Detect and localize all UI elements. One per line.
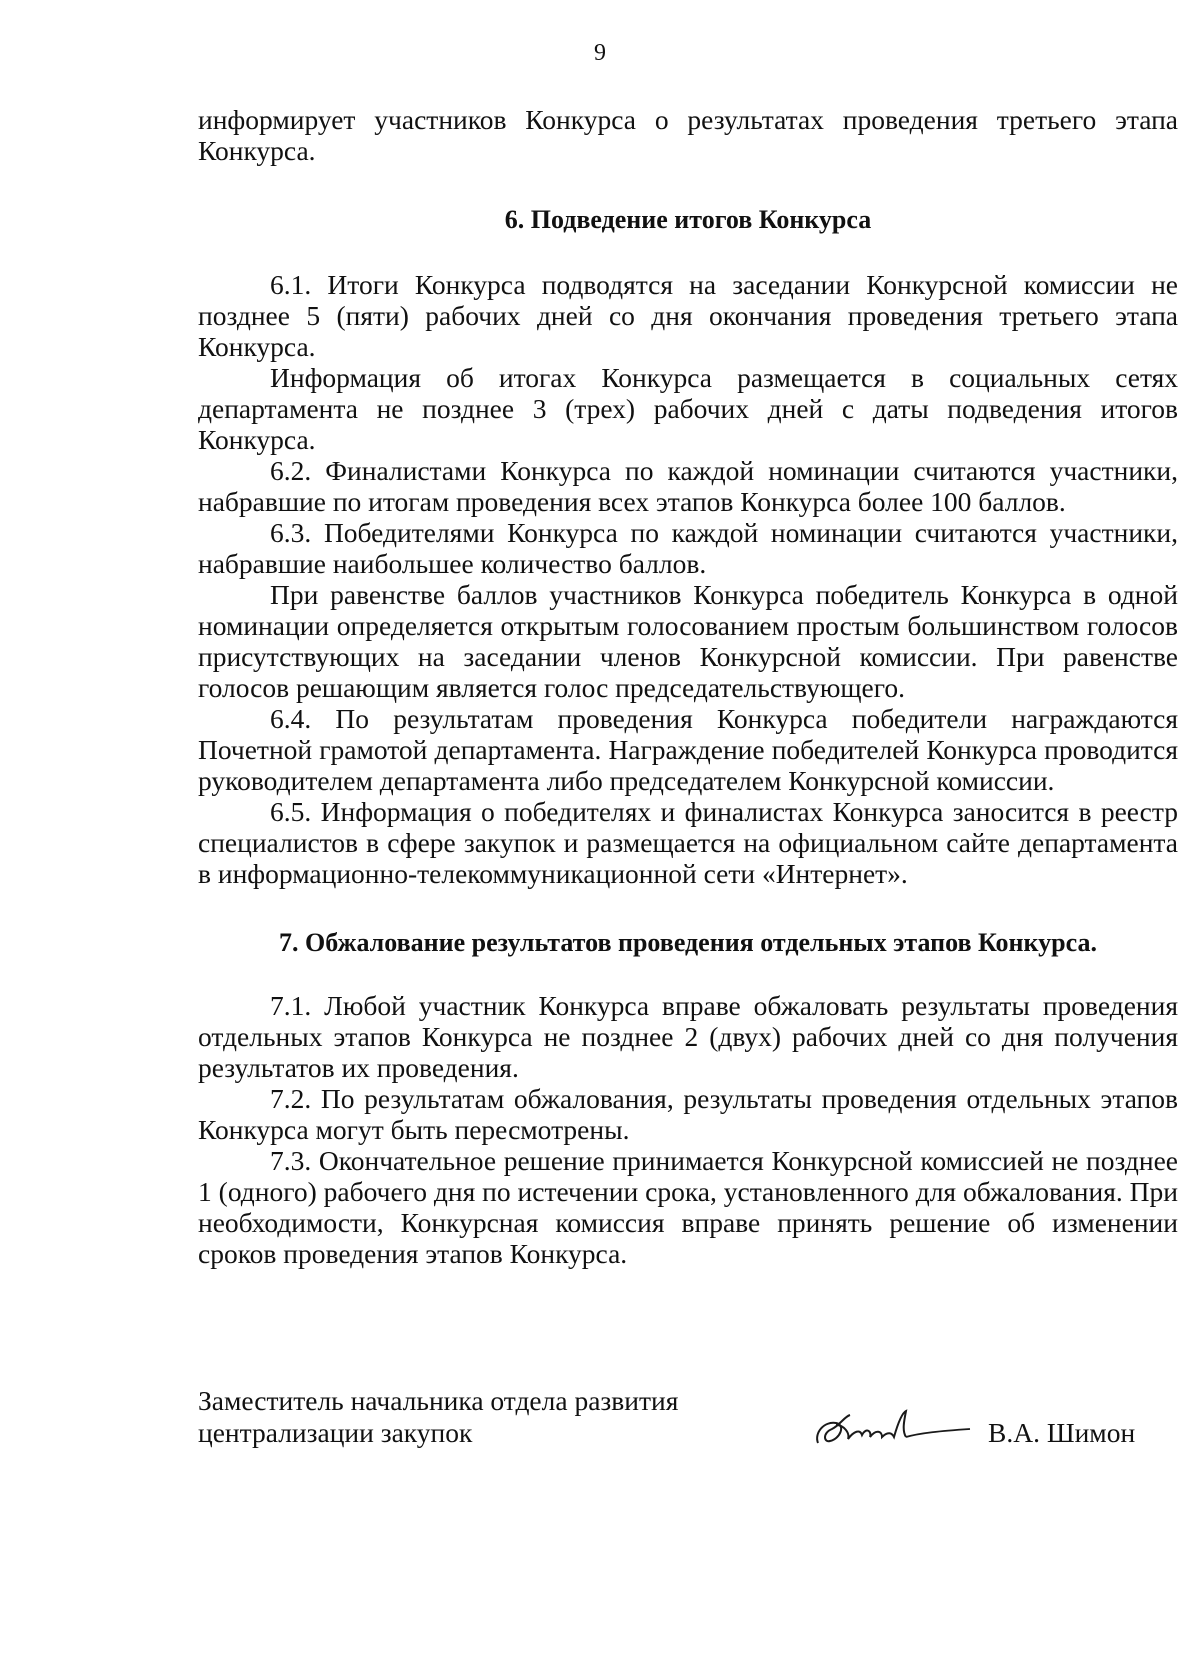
handwritten-signature-icon <box>810 1403 980 1455</box>
paragraph-6-5: 6.5. Информация о победителях и финалистах Конкурса заносится в реестр специалистов в сфере закупок и размещается на официальном сайте департамента в информационно-телекоммуникационной сети «Интернет». <box>198 796 1178 889</box>
paragraph-6-3-tie: При равенстве баллов участников Конкурса победитель Конкурса в одной номинации определяется открытым голосованием простым большинством голосов присутствующих на заседании членов Конкурсной комиссии. При равенстве голосов решающим является голос председательствующего. <box>198 579 1178 703</box>
paragraph-7-2: 7.2. По результатам обжалования, результаты проведения отдельных этапов Конкурса могут быть пересмотрены. <box>198 1083 1178 1145</box>
paragraph-7-1: 7.1. Любой участник Конкурса вправе обжаловать результаты проведения отдельных этапов Конкурса не позднее 2 (двух) рабочих дней со дня получения результатов их проведения. <box>198 990 1178 1083</box>
signatory-name: В.А. Шимон <box>988 1417 1136 1448</box>
paragraph-6-2: 6.2. Финалистами Конкурса по каждой номинации считаются участники, набравшие по итогам проведения всех этапов Конкурса более 100 баллов. <box>198 455 1178 517</box>
section-6-heading: 6. Подведение итогов Конкурса <box>504 205 872 234</box>
document-body <box>198 104 1178 1269</box>
signatory-title-line-1: Заместитель начальника отдела развития <box>198 1385 679 1416</box>
paragraph-6-3: 6.3. Победителями Конкурса по каждой номинации считаются участники, набравшие наибольшее количество баллов. <box>198 517 1178 579</box>
signatory-title <box>198 1385 678 1449</box>
signature-block <box>198 1385 1178 1465</box>
paragraph-7-3: 7.3. Окончательное решение принимается Конкурсной комиссией не позднее 1 (одного) рабочего дня по истечении срока, установленного для обжалования. При необходимости, Конкурсная комиссия вправе принять решение об изменении сроков проведения этапов Конкурса. <box>198 1145 1178 1269</box>
page-number: 9 <box>594 40 606 66</box>
signatory-title-line-2: централизации закупок <box>198 1417 473 1448</box>
intro-paragraph: информирует участников Конкурса о результатах проведения третьего этапа Конкурса. <box>198 104 1178 166</box>
section-7-heading: 7. Обжалование результатов проведения отдельных этапов Конкурса. <box>279 928 1097 957</box>
paragraph-6-1-info: Информация об итогах Конкурса размещается в социальных сетях департамента не позднее 3 (трех) рабочих дней с даты подведения итогов Конкурса. <box>198 362 1178 455</box>
paragraph-6-4: 6.4. По результатам проведения Конкурса победители награждаются Почетной грамотой департамента. Награждение победителей Конкурса проводится руководителем департамента либо председателем Конкурсной комиссии. <box>198 703 1178 796</box>
paragraph-6-1: 6.1. Итоги Конкурса подводятся на заседании Конкурсной комиссии не позднее 5 (пяти) рабочих дней со дня окончания проведения третьего этапа Конкурса. <box>198 269 1178 362</box>
